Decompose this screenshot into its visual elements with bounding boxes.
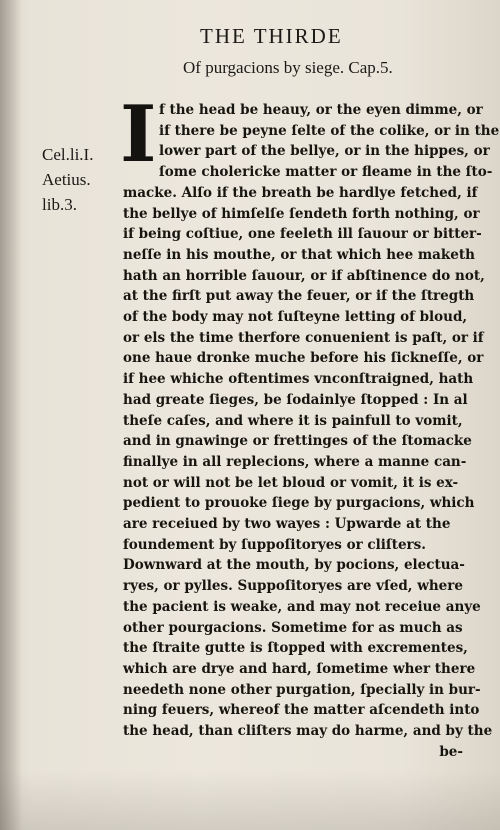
page-bottom-shade: [0, 770, 500, 830]
text-line: ryes, or pylles. Suppoſitoryes are vſed, where: [123, 578, 463, 595]
drop-initial: I: [120, 89, 157, 180]
text-line: foundement by ſuppoſitoryes or cliſters.: [123, 536, 426, 553]
page-gutter-shadow: [0, 0, 22, 830]
text-line: the pacient is weake, and may not receiue anye: [123, 598, 481, 615]
text-line: the bellye of himſelſe ſendeth forth nothing, or: [123, 205, 480, 222]
text-line: neſſe in his mouthe, or that which hee maketh: [123, 246, 475, 263]
chapter-heading: Of purgacions by siege. Cap.5.: [183, 58, 393, 77]
text-line: or els the time therfore conuenient is paſt, or if: [123, 329, 484, 346]
margin-note: Aetius.: [42, 170, 91, 189]
text-line: other pourgacions. Sometime for as much as: [123, 619, 463, 636]
text-line: needeth none other purgation, ſpecially in bur-: [123, 681, 481, 698]
margin-note: lib.3.: [42, 195, 77, 214]
text-line: one haue dronke muche before his ſickneſſe, or: [123, 350, 484, 367]
text-line: at the firſt put away the feuer, or if the ſtregth: [123, 288, 475, 305]
text-line: Downward at the mouth, by pocions, electua-: [123, 557, 465, 574]
margin-note: Cel.li.I.: [42, 145, 94, 164]
text-line: if hee whiche oftentimes vnconſtraigned, hath: [123, 371, 474, 388]
text-line: the ſtraite gutte is ſtopped with excrementes,: [123, 640, 468, 657]
running-head: THE THIRDE: [200, 24, 343, 48]
text-line: f the head be heauy, or the eyen dimme, or: [159, 102, 483, 118]
text-line: macke. Alſo if the breath be hardlye fetched, if: [123, 184, 478, 201]
text-line: pedient to prouoke ſiege by purgacions, which: [123, 495, 475, 512]
text-line: be-: [439, 743, 463, 760]
text-line: ſome cholericke matter or fleame in the ſto-: [159, 164, 493, 181]
text-line: theſe caſes, and where it is painfull to vomit,: [123, 412, 463, 429]
text-line: ning feuers, whereof the matter aſcendeth into: [123, 702, 480, 719]
text-line: hath an horrible ſauour, or if abſtinence do not,: [123, 267, 485, 284]
text-line: if there be peyne ſelte of the colike, or in the: [159, 122, 500, 139]
text-line: which are drye and hard, ſometime wher there: [123, 660, 476, 677]
text-line: had greate ſieges, be ſodainlye ſtopped : In al: [123, 391, 468, 408]
text-line: finallye in all replecions, where a manne can-: [123, 453, 467, 470]
text-line: are receiued by two wayes : Upwarde at the: [123, 516, 451, 533]
text-line: if being coſtiue, one feeleth ill ſauour or bitter-: [123, 226, 482, 243]
text-line: lower part of the bellye, or in the hippes, or: [159, 143, 490, 160]
text-line: not or will not be let bloud or vomit, it is ex-: [123, 474, 459, 491]
body-text: [123, 100, 500, 763]
margin-notes: [42, 142, 122, 217]
text-line: the head, than cliſters may do harme, and by the: [123, 723, 493, 740]
text-line: of the body may not ſuſteyne letting of bloud,: [123, 309, 468, 326]
text-line: and in gnawinge or frettinges of the ſtomacke: [123, 433, 472, 450]
